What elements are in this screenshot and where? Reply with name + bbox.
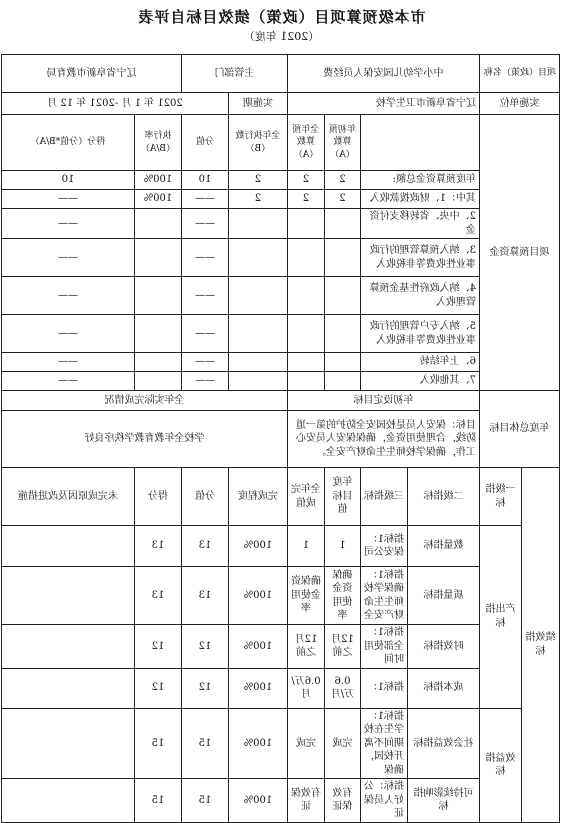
budget-executed: 2: [228, 171, 287, 190]
ind-reason: [1, 567, 134, 625]
budget-score: ——: [1, 277, 134, 315]
dept-label: 主管部门: [181, 55, 287, 93]
budget-weight: ——: [181, 239, 228, 277]
budget-executed: [228, 209, 287, 239]
budget-weight: ——: [181, 353, 228, 372]
indicator-row: [1, 779, 559, 823]
ind-level3: 指标1：: [360, 668, 407, 708]
budget-fullyear: 2: [287, 171, 324, 190]
budget-weight: ——: [181, 277, 228, 315]
budget-score: ——: [1, 353, 134, 372]
ind-completion: 100%: [228, 526, 287, 567]
budget-fullyear: [287, 353, 324, 372]
dept-value: 辽宁省阜新市教育局: [1, 55, 181, 93]
budget-rate: [134, 315, 181, 353]
ind-weight: 15: [181, 779, 228, 823]
indicator-section-label: 绩效指标: [522, 468, 560, 823]
budget-initial: [324, 353, 360, 372]
ind-score: 15: [134, 779, 181, 823]
ind-head-level3: 三级指标: [360, 468, 407, 526]
ind-head-weight: 分值: [181, 468, 228, 526]
budget-item: 其中：1、财政拨款收入: [360, 190, 479, 209]
ind-level3: 指标：公好人员保证: [360, 779, 407, 823]
budget-row: [1, 277, 559, 315]
budget-header-row: [1, 115, 559, 171]
project-name-row: [1, 55, 559, 93]
budget-rate: 100%: [134, 171, 181, 190]
budget-head-score: 得分（分值*B/A）: [1, 115, 134, 171]
budget-rate: 100%: [134, 190, 181, 209]
budget-item: 7、其他收入: [360, 372, 479, 391]
budget-weight: 10: [181, 171, 228, 190]
ind-level3: 指标1：学生在校期间不离开校园，确保: [360, 708, 407, 779]
ind-reason: [1, 708, 134, 779]
ind-head-reason: 未完成原因及改进措施: [1, 468, 134, 526]
ind-completion: 100%: [228, 567, 287, 625]
ind-actual: 1: [287, 526, 324, 567]
budget-fullyear: [287, 372, 324, 391]
budget-rate: [134, 277, 181, 315]
ind-level2: 数量指标: [407, 526, 479, 567]
ind-completion: 100%: [228, 708, 287, 779]
budget-item: 3、纳入预算管理的行政事业性收费等非税收入: [360, 239, 479, 277]
budget-score: 10: [1, 171, 134, 190]
budget-rate: [134, 372, 181, 391]
page-title: 市本级预算项目（政策）绩效目标自评表: [137, 8, 426, 26]
budget-initial: [324, 372, 360, 391]
budget-item: 2、中央、省转移支付资金: [360, 209, 479, 239]
budget-fullyear: [287, 239, 324, 277]
ind-level3: 指标1：确保学校师生生命财产安全: [360, 567, 407, 625]
budget-fullyear: [287, 277, 324, 315]
budget-row: [1, 315, 559, 353]
ind-level1: 效益指标: [479, 708, 521, 822]
budget-fullyear: [287, 209, 324, 239]
ind-completion: 100%: [228, 625, 287, 669]
goal-header-row: [1, 391, 559, 411]
budget-head-executed: 全年执行数（B）: [228, 115, 287, 171]
unit-label: 实施单位: [479, 93, 559, 115]
ind-weight: 12: [181, 625, 228, 669]
unit-value: 辽宁省阜新市卫生学校: [287, 93, 479, 115]
budget-score: ——: [1, 239, 134, 277]
budget-executed: [228, 277, 287, 315]
budget-weight: ——: [181, 372, 228, 391]
budget-initial: [324, 209, 360, 239]
ind-actual: 确保资金使用率: [287, 567, 324, 625]
ind-actual: 0.6万/月: [287, 668, 324, 708]
ind-actual: 12月之前: [287, 625, 324, 669]
budget-section-label: 项目预算资金: [479, 115, 559, 391]
indicator-header-row: [1, 468, 559, 526]
goal-content-row: [1, 411, 559, 468]
ind-target: 1: [324, 526, 360, 567]
ind-reason: [1, 779, 134, 823]
ind-score: 13: [134, 526, 181, 567]
budget-executed: [228, 315, 287, 353]
ind-target: 12月之前: [324, 625, 360, 669]
ind-head-score: 得分: [134, 468, 181, 526]
budget-row: [1, 353, 559, 372]
budget-head-rate: 执行率（B/A）: [134, 115, 181, 171]
ind-score: 15: [134, 708, 181, 779]
budget-weight: ——: [181, 190, 228, 209]
ind-completion: 100%: [228, 668, 287, 708]
budget-fullyear: [287, 315, 324, 353]
ind-level2: 可持续影响指标: [407, 779, 479, 823]
ind-level3: 指标1：保安公司: [360, 526, 407, 567]
indicator-row: [1, 708, 559, 779]
budget-initial: [324, 239, 360, 277]
ind-actual: 完成: [287, 708, 324, 779]
unit-row: [1, 93, 559, 115]
budget-rate: [134, 239, 181, 277]
period-value: 2021 年 1 月 -2021 年 12 月: [1, 93, 228, 115]
ind-target: 完成: [324, 708, 360, 779]
ind-head-target: 年度目标值: [324, 468, 360, 526]
indicator-row: [1, 567, 559, 625]
evaluation-table: [1, 54, 560, 823]
goal-section-label: 年度总体目标: [479, 391, 559, 468]
indicator-row: [1, 625, 559, 669]
budget-score: ——: [1, 209, 134, 239]
budget-initial: [324, 315, 360, 353]
budget-rate: [134, 353, 181, 372]
budget-row: [1, 239, 559, 277]
indicator-row: [1, 526, 559, 567]
budget-item: 5、纳入专户管理的行政事业性收费等非税收入: [360, 315, 479, 353]
budget-item: 年度预算资金总额:: [360, 171, 479, 190]
ind-target: 0.6万/月: [324, 668, 360, 708]
budget-head-item: [360, 115, 479, 171]
budget-executed: [228, 353, 287, 372]
ind-level1: 产出指标: [479, 526, 521, 709]
goal-planned-header: 年初设定目标: [287, 391, 479, 411]
budget-head-weight: 分值: [181, 115, 228, 171]
budget-fullyear: 2: [287, 190, 324, 209]
budget-item: 4、纳入政府性基金预算管理收入: [360, 277, 479, 315]
budget-executed: [228, 372, 287, 391]
ind-level2: 时效指标: [407, 625, 479, 669]
goal-planned: 目标：保安人员是校园安全防护的第一道防线，合理使用资金，确保保安人员安心工作，确保学校师生生命财产安全。: [287, 411, 479, 468]
page-subtitle: （2021 年度）: [243, 30, 320, 43]
ind-weight: 13: [181, 526, 228, 567]
ind-head-completion: 完成程度: [228, 468, 287, 526]
ind-completion: 100%: [228, 779, 287, 823]
budget-score: ——: [1, 315, 134, 353]
budget-score: ——: [1, 190, 134, 209]
ind-level2: 成本指标: [407, 668, 479, 708]
budget-rate: [134, 209, 181, 239]
budget-row: [1, 171, 559, 190]
budget-initial: [324, 277, 360, 315]
project-name: 中小学幼儿园安保人员经费: [287, 55, 479, 93]
goal-actual: 学校全年教育教学秩序良好: [1, 411, 287, 468]
budget-weight: ——: [181, 315, 228, 353]
ind-level2: 社会效益指标: [407, 708, 479, 779]
ind-weight: 15: [181, 708, 228, 779]
budget-head-initial: 年初预算数（A）: [324, 115, 360, 171]
ind-reason: [1, 526, 134, 567]
ind-actual: 有效保证: [287, 779, 324, 823]
budget-row: [1, 209, 559, 239]
ind-score: 13: [134, 567, 181, 625]
ind-level2: 质量指标: [407, 567, 479, 625]
ind-level3: 指标1：全部使用时间: [360, 625, 407, 669]
ind-target: 有效保证: [324, 779, 360, 823]
period-label: 实施期: [228, 93, 287, 115]
budget-item: 6、上年结转: [360, 353, 479, 372]
project-name-label: 项目（政策）名称: [479, 55, 559, 93]
budget-executed: [228, 239, 287, 277]
ind-head-level2: 二级指标: [407, 468, 479, 526]
budget-weight: ——: [181, 209, 228, 239]
ind-target: 确保资金使用率: [324, 567, 360, 625]
goal-actual-header: 全年实际完成情况: [1, 391, 287, 411]
indicator-row: [1, 668, 559, 708]
ind-head-level1: 一级指标: [479, 468, 521, 526]
ind-weight: 12: [181, 668, 228, 708]
ind-score: 12: [134, 668, 181, 708]
ind-reason: [1, 668, 134, 708]
budget-initial: 2: [324, 190, 360, 209]
ind-weight: 13: [181, 567, 228, 625]
budget-row: [1, 190, 559, 209]
budget-initial: 2: [324, 171, 360, 190]
budget-executed: 2: [228, 190, 287, 209]
ind-reason: [1, 625, 134, 669]
budget-row: [1, 372, 559, 391]
ind-head-actual: 全年完成值: [287, 468, 324, 526]
budget-score: ——: [1, 372, 134, 391]
budget-head-fullyear: 全年预算数（A）: [287, 115, 324, 171]
ind-score: 12: [134, 625, 181, 669]
